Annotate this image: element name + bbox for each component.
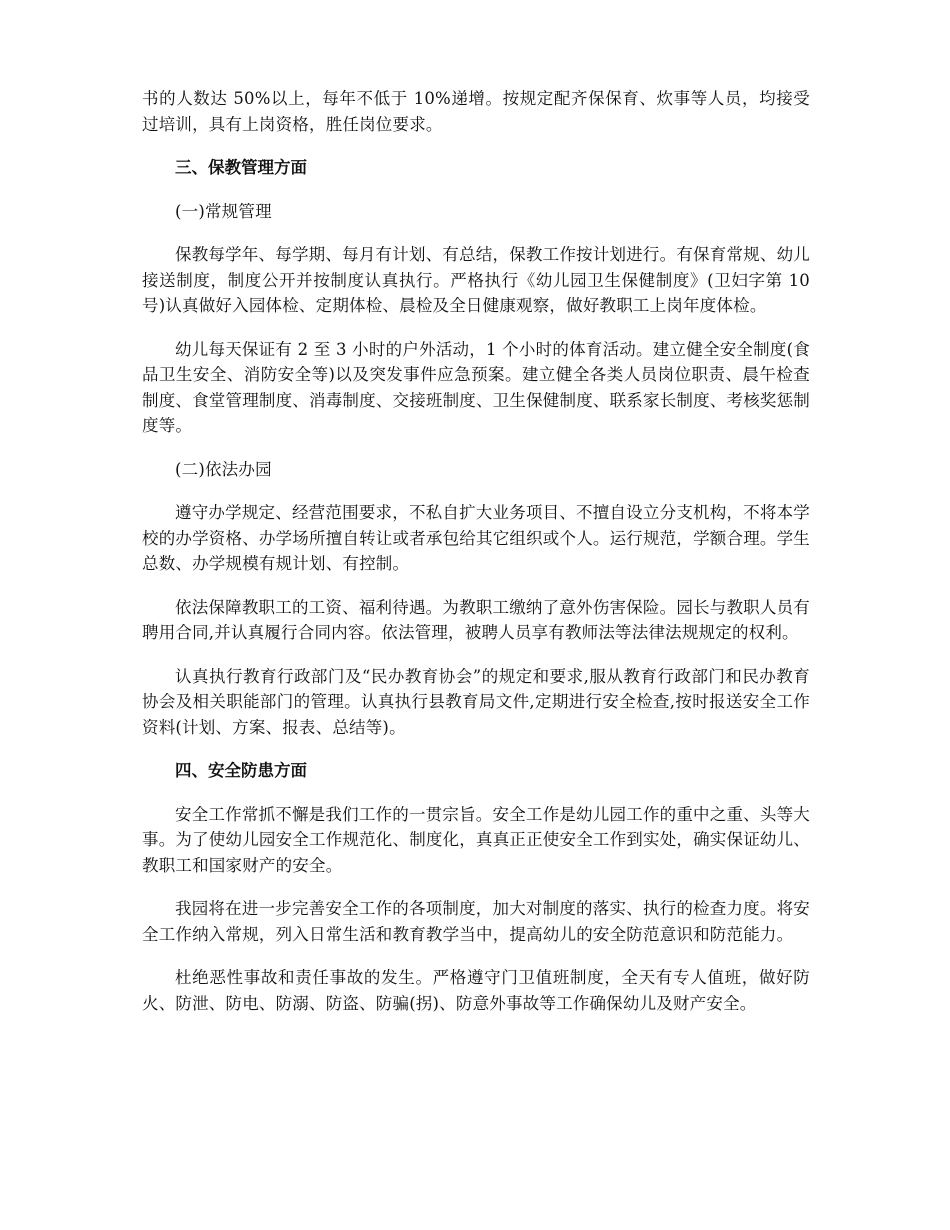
paragraph-planning-and-health-checks: 保教每学年、每学期、每月有计划、有总结，保教工作按计划进行。有保育常规、幼儿接送制度，制度公开并按制度认真执行。严格执行《幼儿园卫生保健制度》(卫妇字第 10 号)认真做好入园体检、定期体检、晨检及全日健康观察，做好教职工上岗年度体检。 <box>142 245 810 315</box>
subheading-routine-management: (一)常规管理 <box>175 201 272 221</box>
section-heading-care-education-management: 三、保教管理方面 <box>175 158 307 177</box>
paragraph-safety-purpose: 安全工作常抓不懈是我们工作的一贯宗旨。安全工作是幼儿园工作的重中之重、头等大事。为了使幼儿园安全工作规范化、制度化，真真正正使安全工作到实处，确实保证幼儿、教职工和国家财产的安全。 <box>142 804 810 875</box>
paragraph-safety-systems: 我园将在进一步完善安全工作的各项制度，加大对制度的落实、执行的检查力度。将安全工作纳入常规，列入日常生活和教育教学当中，提高幼儿的安全防范意识和防范能力。 <box>142 899 810 944</box>
paragraph-operating-scope: 遵守办学规定、经营范围要求，不私自扩大业务项目、不擅自设立分支机构，不将本学校的办学资格、办学场所擅自转让或者承包给其它组织或个人。运行规范，学额合理。学生总数、办学规模有规计划、有控制。 <box>142 503 810 573</box>
section-heading-safety: 四、安全防患方面 <box>175 761 307 780</box>
paragraph-activities-and-regulations: 幼儿每天保证有 2 至 3 小时的户外活动，1 个小时的体育活动。建立健全安全制度(食品卫生安全、消防安全等)以及突发事件应急预案。建立健全各类人员岗位职责、晨午检查制度、食堂管理制度、消毒制度、交接班制度、卫生保健制度、联系家长制度、考核奖惩制度等。 <box>142 339 810 435</box>
paragraph-accident-prevention: 杜绝恶性事故和责任事故的发生。严格遵守门卫值班制度，全天有专人值班，做好防火、防泄、防电、防溺、防盗、防骗(拐)、防意外事故等工作确保幼儿及财产安全。 <box>142 968 810 1013</box>
document-body <box>142 86 810 1034</box>
subheading-lawful-operation: (二)依法办园 <box>175 459 272 479</box>
paragraph-administrative-compliance: 认真执行教育行政部门及“民办教育协会”的规定和要求,服从教育行政部门和民办教育协会及相关职能部门的管理。认真执行县教育局文件,定期进行安全检查,按时报送安全工作资料(计划、方案、报表、总结等)。 <box>142 666 810 737</box>
paragraph-staff-welfare: 依法保障教职工的工资、福利待遇。为教职工缴纳了意外伤害保险。园长与教职人员有聘用合同,并认真履行合同内容。依法管理，被聘人员享有教师法等法律法规规定的权利。 <box>142 597 810 642</box>
paragraph-staff-qualification: 书的人数达 50%以上，每年不低于 10%递增。按规定配齐保保育、炊事等人员，均接受过培训，具有上岗资格，胜任岗位要求。 <box>142 89 810 134</box>
